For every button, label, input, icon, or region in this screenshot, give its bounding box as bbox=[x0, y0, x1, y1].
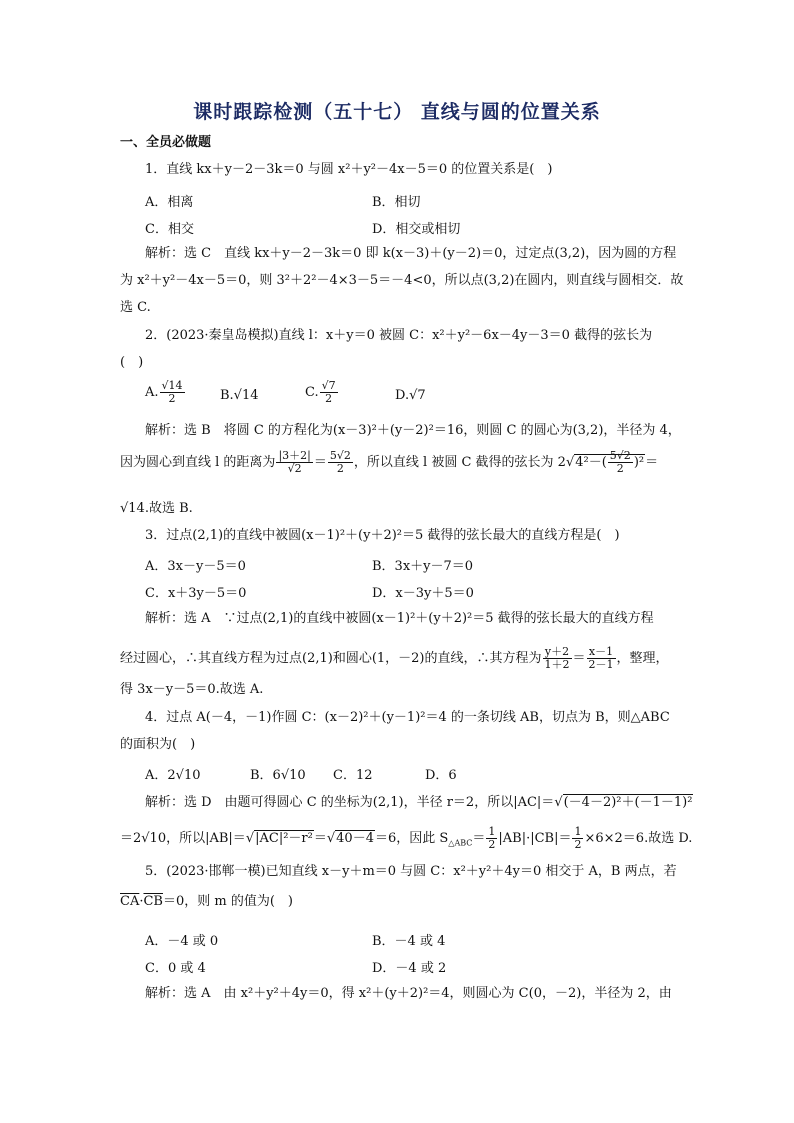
q4-solution-line1 bbox=[145, 794, 693, 812]
text-run: 因为圆心到直线 l 的距离为 bbox=[120, 455, 276, 470]
sqrt-sign: √ bbox=[554, 795, 563, 810]
q3-option-d: D．x－3y＋5＝0 bbox=[372, 586, 474, 601]
text-run: 经过圆心，∴其直线方程为过点(2,1)和圆心(1，－2)的直线，∴其方程为 bbox=[120, 651, 542, 666]
denominator: 2 bbox=[488, 838, 496, 851]
text-run: ＝ bbox=[313, 455, 327, 470]
q4-option-d: D．6 bbox=[425, 768, 457, 783]
sqrt-sign: √ bbox=[326, 831, 336, 846]
numerator: √14 bbox=[161, 379, 183, 392]
vector-ca: $\overline{CA}$ bbox=[120, 894, 140, 909]
denominator: 2 bbox=[168, 392, 176, 405]
q5-stem-line2 bbox=[120, 893, 293, 911]
q4-option-a: A．2√10 bbox=[145, 768, 201, 783]
numerator: 5√2 bbox=[329, 449, 351, 462]
text-run: ，所以直线 l 被圆 C 截得的弦长为 2 bbox=[353, 455, 566, 470]
radicand: |AC|²－r² bbox=[255, 831, 313, 846]
q2-option-a bbox=[145, 380, 186, 405]
fraction bbox=[160, 380, 185, 405]
q3-option-a: A．3x－y－5＝0 bbox=[145, 559, 246, 574]
q3-solution-line3: 得 3x－y－5＝0.故选 A. bbox=[120, 682, 264, 697]
text-run: |AB|·|CB|＝ bbox=[498, 831, 572, 846]
text-run: 解析：选 D 由题可得圆心 C 的坐标为(2,1)，半径 r＝2，所以|AC|＝ bbox=[145, 795, 555, 810]
fraction bbox=[543, 646, 572, 671]
sqrt-sign: √ bbox=[565, 455, 575, 470]
q1-stem: 1．直线 kx＋y－2－3k＝0 与圆 x²＋y²－4x－5＝0 的位置关系是( ) bbox=[145, 162, 553, 177]
denominator: 2－1 bbox=[588, 658, 614, 671]
denominator: √2 bbox=[287, 462, 302, 475]
q2-stem-line1: 2．(2023·秦皇岛模拟)直线 l：x＋y＝0 被圆 C：x²＋y²－6x－4y－3＝0 截得的弦长为 bbox=[145, 328, 653, 343]
fraction bbox=[328, 450, 353, 475]
text-run: ＝2√10，所以|AB|＝ bbox=[120, 831, 246, 846]
q3-option-c: C．x＋3y－5＝0 bbox=[145, 586, 247, 601]
q1-option-c: C．相交 bbox=[145, 222, 194, 237]
q1-solution-line3: 选 C. bbox=[120, 300, 151, 315]
q4-stem-line2: 的面积为( ) bbox=[120, 737, 196, 752]
radicand bbox=[574, 449, 645, 475]
numerator: 1 bbox=[488, 825, 496, 838]
fraction bbox=[587, 646, 616, 671]
q4-option-b: B．6√10 bbox=[250, 768, 306, 783]
fraction bbox=[608, 450, 633, 475]
text-run: ＝ bbox=[472, 831, 486, 846]
q2-option-b: B.√14 bbox=[220, 388, 259, 403]
option-letter: A. bbox=[145, 385, 159, 400]
numerator: 5√2 bbox=[609, 449, 631, 462]
q1-solution-line2: 为 x²＋y²－4x－5＝0，则 3²＋2²－4×3－5＝－4<0，所以点(3,2)在圆内，则直线与圆相交．故 bbox=[120, 273, 684, 288]
q3-stem: 3．过点(2,1)的直线中被圆(x－1)²＋(y＋2)²＝5 截得的弦长最大的直线方程是( ) bbox=[145, 528, 620, 543]
text-run: 4²－( bbox=[575, 455, 607, 470]
q2-solution-line3: √14.故选 B. bbox=[120, 501, 193, 516]
q2-stem-line2: ( ) bbox=[120, 355, 144, 370]
q3-option-b: B．3x＋y－7＝0 bbox=[372, 559, 474, 574]
fraction bbox=[320, 380, 338, 405]
q2-solution-line2 bbox=[120, 450, 658, 475]
q4-option-c: C．12 bbox=[333, 768, 373, 783]
text-run: ＝ bbox=[572, 651, 586, 666]
numerator: x－1 bbox=[587, 646, 616, 659]
q1-option-d: D．相交或相切 bbox=[372, 222, 461, 237]
q2-option-c bbox=[305, 380, 339, 405]
q2-solution-line1: 解析：选 B 将圆 C 的方程化为(x－3)²＋(y－2)²＝16，则圆 C 的圆心为(3,2)，半径为 4， bbox=[145, 423, 681, 438]
text-run: ＝ bbox=[645, 455, 659, 470]
text-run: )² bbox=[633, 455, 645, 470]
option-letter: C. bbox=[305, 385, 319, 400]
fraction bbox=[276, 450, 312, 475]
fraction bbox=[572, 826, 583, 851]
section-heading: 一、全员必做题 bbox=[120, 135, 212, 150]
numerator: 1 bbox=[574, 825, 582, 838]
q5-solution-line1: 解析：选 A 由 x²＋y²＋4y＝0，得 x²＋(y＋2)²＝4，则圆心为 C(0，－2)，半径为 2，由 bbox=[145, 986, 672, 1001]
denominator: 2 bbox=[616, 462, 624, 475]
subscript: △ABC bbox=[448, 838, 473, 848]
q1-option-a: A．相离 bbox=[145, 195, 194, 210]
q4-stem-line1: 4．过点 A(－4，－1)作圆 C：(x－2)²＋(y－1)²＝4 的一条切线 AB，切点为 B，则△ABC bbox=[145, 710, 670, 725]
denominator: 1＋2 bbox=[544, 658, 570, 671]
q5-option-a: A．－4 或 0 bbox=[145, 934, 219, 949]
denominator: 2 bbox=[574, 838, 582, 851]
numerator: |3＋2| bbox=[278, 449, 311, 462]
text-run: ＝ bbox=[313, 831, 327, 846]
q5-option-c: C．0 或 4 bbox=[145, 961, 206, 976]
radicand: 40－4 bbox=[336, 831, 374, 846]
numerator: y＋2 bbox=[543, 646, 572, 659]
text-run: ＝0，则 m 的值为( ) bbox=[162, 894, 293, 909]
text-run: · bbox=[139, 894, 144, 909]
q1-solution-line1: 解析：选 C 直线 kx＋y－2－3k＝0 即 k(x－3)＋(y－2)＝0，过定点(3,2)，因为圆的方程 bbox=[145, 246, 677, 261]
vector-cb: $\overline{CB}$ bbox=[143, 894, 163, 909]
q1-option-b: B．相切 bbox=[372, 195, 421, 210]
q3-solution-line1: 解析：选 A ∵过点(2,1)的直线中被圆(x－1)²＋(y＋2)²＝5 截得的弦长最大的直线方程 bbox=[145, 611, 654, 626]
radicand: (－4－2)²＋(－1－1)² bbox=[563, 795, 693, 810]
sqrt-sign: √ bbox=[245, 831, 255, 846]
text-run: ，整理， bbox=[616, 651, 669, 666]
text-run: ×6×2＝6.故选 D. bbox=[584, 831, 693, 846]
page-title: 课时跟踪检测（五十七） 直线与圆的位置关系 bbox=[193, 101, 601, 123]
q5-option-b: B．－4 或 4 bbox=[372, 934, 446, 949]
text-run: ＝6，因此 S bbox=[374, 831, 449, 846]
q2-option-d: D.√7 bbox=[395, 388, 426, 403]
q5-stem-line1: 5．(2023·邯郸一模)已知直线 x－y＋m＝0 与圆 C：x²＋y²＋4y＝0 相交于 A，B 两点，若 bbox=[145, 864, 677, 879]
numerator: √7 bbox=[321, 379, 336, 392]
q4-solution-line2 bbox=[120, 826, 692, 853]
q5-option-d: D．－4 或 2 bbox=[372, 961, 447, 976]
denominator: 2 bbox=[336, 462, 344, 475]
q3-solution-line2 bbox=[120, 646, 669, 671]
fraction bbox=[486, 826, 497, 851]
denominator: 2 bbox=[325, 392, 333, 405]
